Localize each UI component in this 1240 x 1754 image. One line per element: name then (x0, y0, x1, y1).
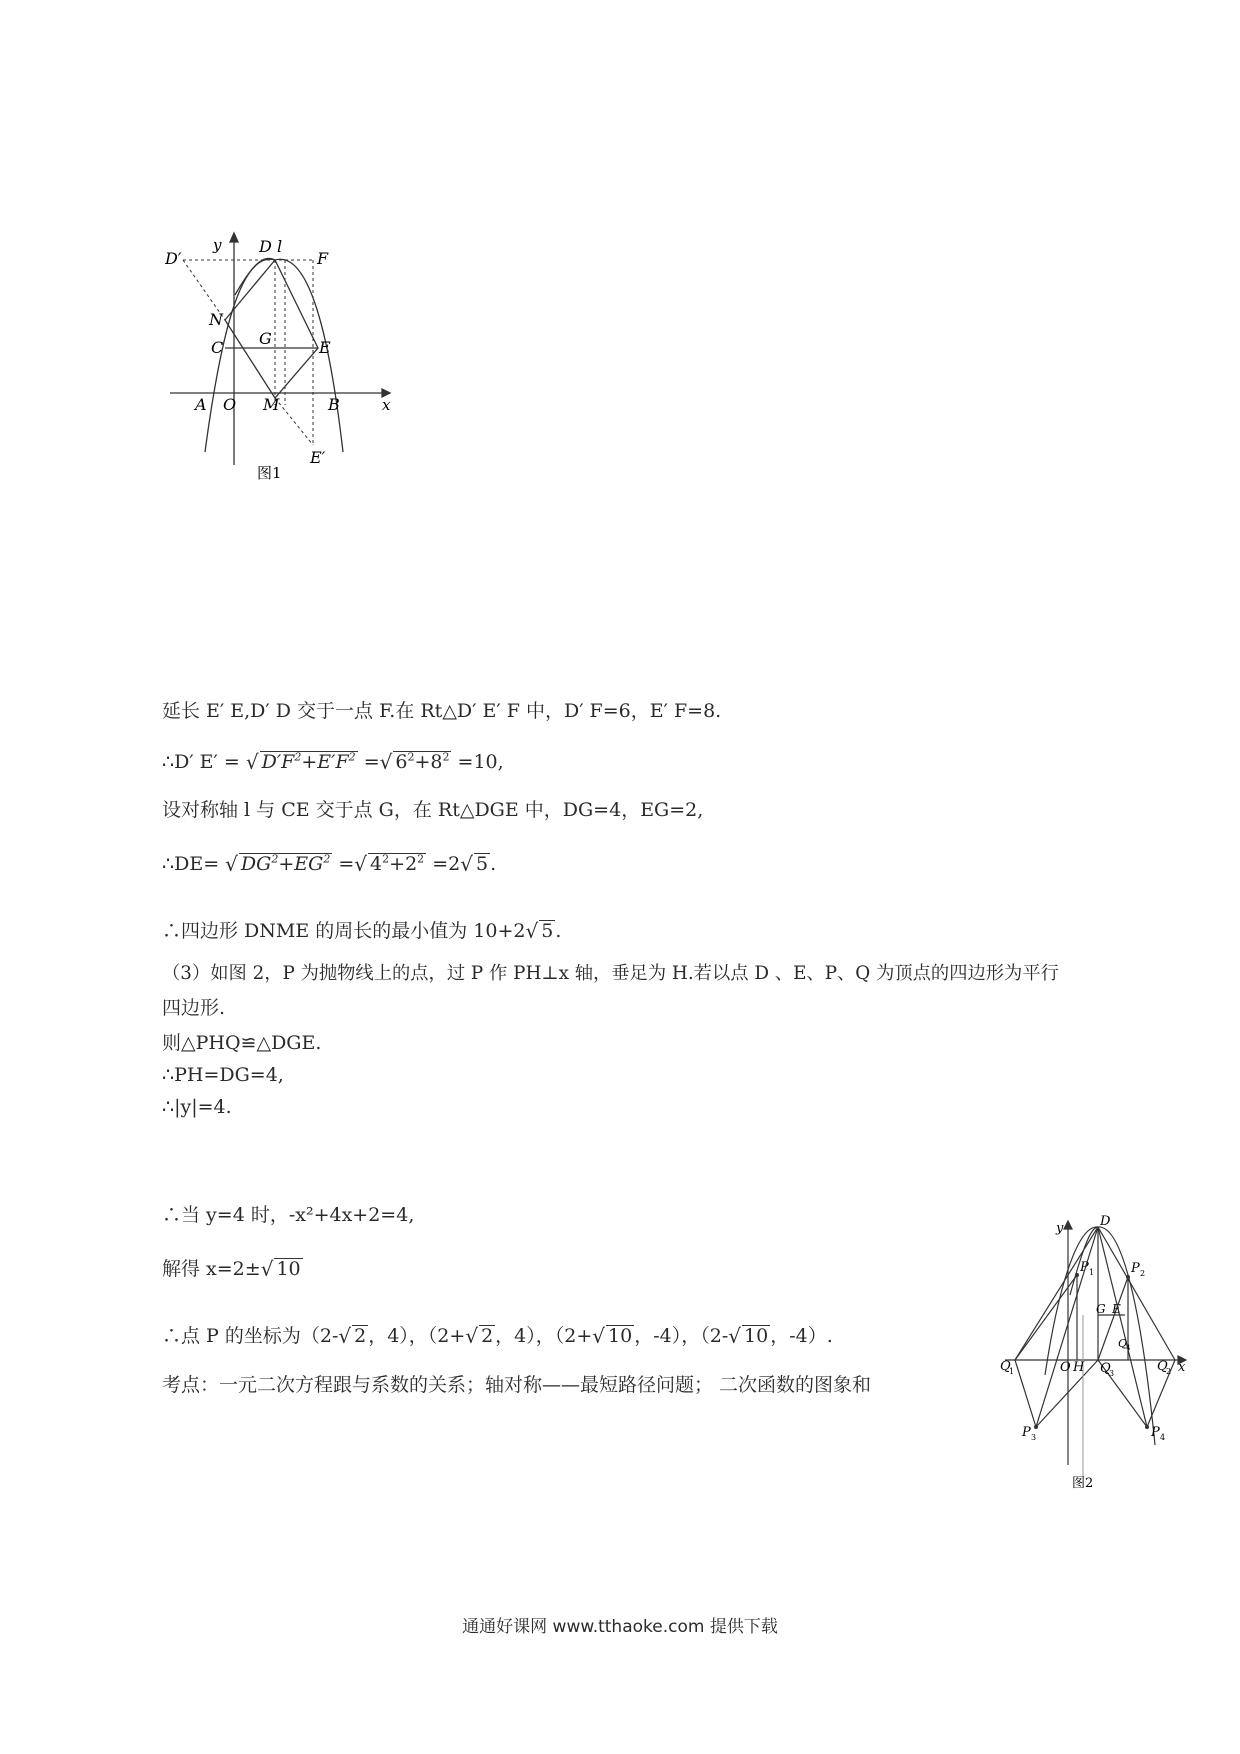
line-4-rad1b: EG (294, 853, 324, 875)
fig1-label-E: E (319, 338, 331, 357)
fig2-label-Q3: Q (1100, 1361, 1111, 1376)
line-6: （3）如图 2，P 为抛物线上的点，过 P 作 PH⊥x 轴，垂足为 H.若以点 D 、E、P、Q 为顶点的四边形为平行 (162, 963, 1059, 984)
footer: 通通好课网 www.tthaoke.com 提供下载 (462, 1617, 778, 1637)
line-4-rad2: 4 (370, 853, 383, 875)
fig2-label-D: D (1100, 1215, 1111, 1229)
fig2-label-P2s: 2 (1140, 1269, 1146, 1278)
line-5-prefix: ∴四边形 DNME 的周长的最小值为 10+2 (162, 920, 526, 942)
fig1-label-Dp: D′ (165, 249, 182, 268)
fig1-label-M: M (263, 395, 280, 414)
line-5: ∴四边形 DNME 的周长的最小值为 10+2√ 5 . (162, 919, 562, 943)
line-14: 考点：一元二次方程跟与系数的关系；轴对称——最短路径问题； 二次函数的图象和 (162, 1374, 872, 1396)
line-4-mid: =2 (432, 853, 461, 875)
fig2-label-Q4s: 4 (1126, 1344, 1131, 1352)
line-5-suffix: . (555, 920, 562, 942)
fig2-label-P2: P (1131, 1261, 1140, 1276)
line-13-r1: 2 (354, 1325, 367, 1347)
fig2-label-Q3s: 3 (1109, 1369, 1115, 1378)
line-8: 则△PHQ≌△DGE. (162, 1032, 322, 1054)
fig1-label-A: A (195, 395, 207, 414)
line-12: 解得 x=2±√ 10 (162, 1257, 301, 1281)
line-13-c: ，4），（2+ (495, 1325, 593, 1347)
line-13-r2: 2 (481, 1325, 494, 1347)
fig1-label-D: D (259, 237, 272, 256)
fig2-label-P3: P (1022, 1425, 1031, 1440)
line-13-d: ，-4），（2- (634, 1325, 729, 1347)
line-13-e: ，-4）. (770, 1325, 833, 1347)
fig2-label-H: H (1073, 1360, 1085, 1375)
line-12-prefix: 解得 x=2± (162, 1258, 261, 1280)
fig1-label-N: N (209, 310, 223, 329)
fig2-label-x: x (1178, 1360, 1186, 1375)
fig2-label-G: G (1096, 1302, 1106, 1316)
fig1-label-B: B (328, 395, 340, 414)
line-4: ∴DE= √ $DG^2+EG^2$ =√ $4^2+2^2 =2√$ 5 . (162, 852, 497, 876)
line-4-suffix: . (490, 853, 497, 875)
fig2-label-Q2s: 2 (1166, 1367, 1172, 1376)
fig2-label-Q1s: 1 (1009, 1367, 1015, 1376)
line-2-rad1b: E′F (317, 751, 349, 773)
line-2-suffix: =10, (457, 751, 504, 773)
fig1-label-x: x (382, 396, 391, 414)
line-13-r4: 10 (744, 1325, 769, 1347)
fig1-label-G: G (259, 329, 272, 348)
line-11: ∴当 y=4 时，-x²+4x+2=4, (162, 1204, 415, 1226)
line-2-prefix: ∴D′ E′ = (162, 751, 240, 773)
fig1-label-y: y (213, 236, 222, 254)
line-9: ∴PH=DG=4, (162, 1064, 284, 1086)
line-3: 设对称轴 l 与 CE 交于点 G，在 Rt△DGE 中，DG=4，EG=2, (162, 799, 704, 821)
fig2-label-Q2: Q (1157, 1359, 1168, 1374)
fig2-caption: 图2 (1072, 1476, 1094, 1490)
line-12-rad: 10 (276, 1258, 301, 1280)
fig2-label-E: E (1112, 1302, 1121, 1316)
fig2-label-P1s: 1 (1089, 1268, 1095, 1277)
line-10: ∴|y|=4. (162, 1096, 232, 1118)
fig1-label-Ep: E′ (310, 448, 326, 467)
line-2-rad2b: 8 (430, 751, 443, 773)
line-7: 四边形. (162, 997, 226, 1019)
fig2-label-P3s: 3 (1031, 1433, 1037, 1442)
line-2-rad1: D′F (261, 751, 295, 773)
fig1-caption: 图1 (257, 464, 282, 482)
fig2-label-y: y (1056, 1221, 1064, 1236)
line-1: 延长 E′ E,D′ D 交于一点 F.在 Rt△D′ E′ F 中，D′ F=6，E′ F=8. (162, 700, 722, 722)
line-5-rad: 5 (541, 920, 554, 942)
fig2-label-P4: P (1151, 1425, 1160, 1440)
figure-2 (1000, 1215, 1190, 1490)
line-13-r3: 10 (608, 1325, 633, 1347)
figure-1 (165, 230, 405, 490)
line-4-rad3: 5 (475, 853, 489, 875)
line-4-rad2b: 2 (405, 853, 418, 875)
fig1-label-l: l (277, 237, 283, 256)
fig2-label-P1: P (1080, 1260, 1089, 1275)
line-13: ∴点 P 的坐标为（2-√ 2 ，4），（2+√ 2 ，4），（2+√ 10 ，-4），（2-√ 10 ，-4）. (162, 1324, 833, 1348)
line-13-b: ，4），（2+ (368, 1325, 466, 1347)
line-4-rad1: DG (240, 853, 272, 875)
line-2-rad2: 6 (395, 751, 408, 773)
fig2-label-Q1: Q (1000, 1359, 1011, 1374)
fig1-label-C: C (211, 338, 224, 357)
line-13-a: ∴点 P 的坐标为（2- (162, 1325, 339, 1347)
line-4-prefix: ∴DE= (162, 853, 220, 875)
fig1-label-F: F (317, 249, 329, 268)
fig2-label-Q4: Q (1118, 1337, 1128, 1350)
fig2-label-P4s: 4 (1160, 1433, 1166, 1442)
fig1-label-O: O (223, 395, 237, 414)
fig2-label-O: O (1060, 1360, 1071, 1375)
line-2: ∴D′ E′ = √ $D'F^2+E'F^2$ =√ $6^2+8^2 =10$, (162, 750, 504, 774)
